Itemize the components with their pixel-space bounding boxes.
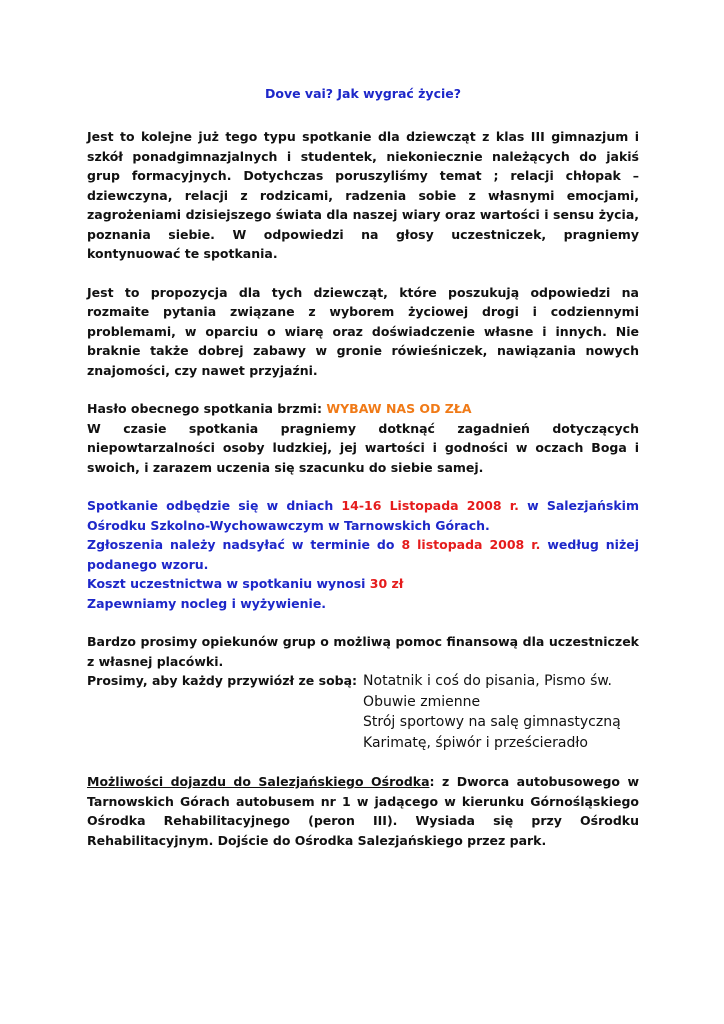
transport-label: Możliwości dojazdu do Salezjańskiego Ośrodka	[87, 774, 430, 789]
meeting-dates: 14-16 Listopada 2008 r.	[341, 498, 519, 513]
meeting-info	[87, 496, 639, 535]
meeting-post: w Salezjańskim Ośrodku Szkolno-Wychowawczym w Tarnowskich Górach.	[87, 498, 639, 533]
registration-pre: Zgłoszenia należy nadsyłać w terminie do	[87, 537, 395, 552]
lodging-info: Zapewniamy nocleg i wyżywienie.	[87, 595, 327, 611]
purpose-paragraph: Jest to propozycja dla tych dziewcząt, które poszukują odpowiedzi na rozmaite pytania związane z wyborem życiowej drogi i codziennymi problemami, w oparciu o wiarę oraz doświadczenie własne i innych. Nie braknie także dobrej zabawy w gronie rówieśniczek, nawiązania nowych znajomości, czy nawet przyjaźni.	[87, 284, 639, 378]
meeting-pre: Spotkanie odbędzie się w dniach	[87, 498, 334, 513]
cost-amount: 30 zł	[369, 576, 404, 591]
bring-label: Prosimy, aby każdy przywiózł ze sobą:	[87, 673, 358, 688]
cost-info	[87, 574, 639, 594]
bring-section	[87, 671, 639, 753]
registration-date: 8 listopada 2008 r.	[401, 537, 541, 552]
bring-item: Karimatę, śpiwór i prześcieradło	[363, 734, 588, 751]
intro-paragraph: Jest to kolejne już tego typu spotkanie dla dziewcząt z klas III gimnazjum i szkół ponadgimnazjalnych i studentek, niekoniecznie należących do jakiś grup formacyjnych. Dotychczas poruszyliśmy temat ; relacji chłopak – dziewczyna, relacji z rodzicami, radzenia sobie z własnymi emocjami, zagrożeniami dzisiejszego świata dla naszej wiary oraz wartości i sensu życia, poznania siebie. W odpowiedzi na głosy uczestniczek, pragniemy kontynuować te spotkania.	[87, 129, 639, 261]
registration-info	[87, 535, 639, 574]
transport-paragraph	[87, 772, 639, 850]
bring-list	[363, 671, 621, 753]
bring-item: Strój sportowy na salę gimnastyczną	[363, 714, 621, 730]
registration-post: według niżej podanego wzoru.	[87, 537, 639, 572]
cost-pre: Koszt uczestnictwa w spotkaniu wynosi	[87, 576, 366, 591]
transport-text: : z Dworca autobusowego w Tarnowskich Górach autobusem nr 1 w jadącego w kierunku Górnośląskiego Ośrodka Rehabilitacyjnego (peron III). Wysiada się przy Ośrodku Rehabilitacyjnym. Dojście do Ośrodka Salezjańskiego przez park.	[87, 774, 639, 848]
bring-item: Notatnik i coś do pisania, Pismo św.	[363, 673, 612, 689]
support-paragraph: Bardzo prosimy opiekunów grup o możliwą pomoc finansową dla uczestniczek z własnej placówki.	[87, 634, 639, 669]
motto-value: WYBAW NAS OD ZŁA	[326, 401, 472, 416]
topics-paragraph: W czasie spotkania pragniemy dotknąć zagadnień dotyczących niepowtarzalności osoby ludzkiej, jej wartości i godności w oczach Boga i swoich, i zarazem uczenia się szacunku do siebie samej.	[87, 420, 639, 475]
document-page	[87, 86, 639, 850]
bring-item: Obuwie zmienne	[363, 693, 481, 710]
motto-label: Hasło obecnego spotkania brzmi:	[87, 401, 322, 416]
motto-line	[87, 399, 639, 419]
document-title: Dove vai? Jak wygrać życie?	[264, 86, 461, 101]
